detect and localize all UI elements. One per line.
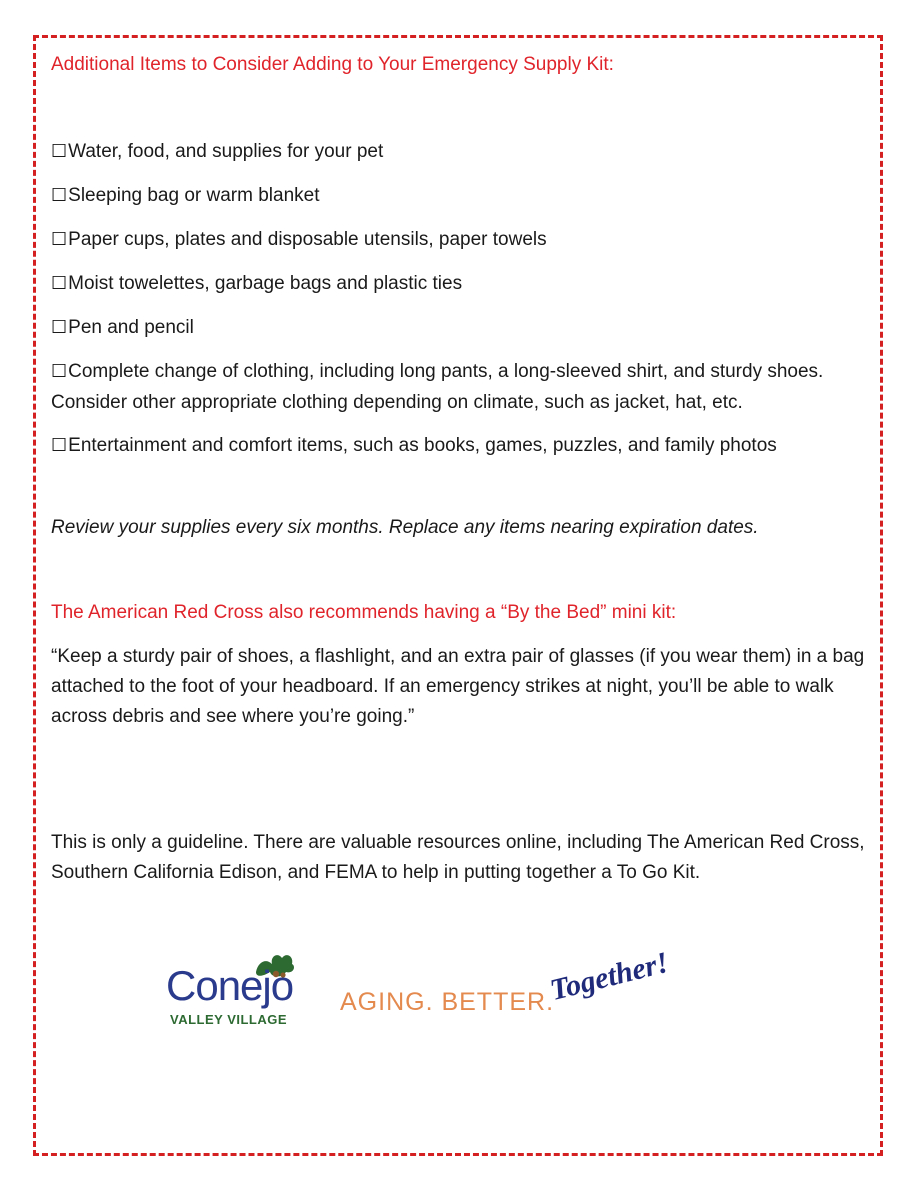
bed-quote: “Keep a sturdy pair of shoes, a flashlight, and an extra pair of glasses (if you wear them) in a bag attached to the foot of your headboard. If an emergency strikes at night, you’ll be able to walk across debris and see where you’re going.” bbox=[51, 646, 865, 727]
checklist-item-label: Sleeping bag or warm blanket bbox=[68, 185, 320, 206]
checklist-item-label: Moist towelettes, garbage bags and plastic ties bbox=[68, 273, 463, 294]
checklist-item[interactable] bbox=[51, 180, 871, 211]
review-note: Review your supplies every six months. Replace any items nearing expiration dates. bbox=[51, 517, 759, 538]
logo-tagline: AGING. BETTER. bbox=[340, 988, 555, 1016]
checklist-item[interactable] bbox=[51, 268, 871, 299]
heading-additional-items: Additional Items to Consider Adding to Your Emergency Supply Kit: bbox=[51, 54, 614, 75]
checklist-item[interactable] bbox=[51, 312, 871, 343]
checkbox-icon[interactable]: ☐ bbox=[51, 361, 68, 382]
checklist-item-label: Entertainment and comfort items, such as books, games, puzzles, and family photos bbox=[68, 435, 777, 456]
checklist-item-label: Pen and pencil bbox=[68, 317, 194, 338]
checkbox-icon[interactable]: ☐ bbox=[51, 229, 68, 250]
checklist-item-label: Complete change of clothing, including long pants, a long-sleeved shirt, and sturdy shoes. Consider other appropriate clothing depending on climate, such as jacket, hat, etc. bbox=[51, 361, 824, 413]
checklist-item[interactable] bbox=[51, 224, 871, 255]
checklist-item-label: Water, food, and supplies for your pet bbox=[68, 141, 384, 162]
checklist-item[interactable] bbox=[51, 136, 871, 167]
guideline-paragraph: This is only a guideline. There are valuable resources online, including The American Red Cross, Southern California Edison, and FEMA to help in putting together a To Go Kit. bbox=[51, 832, 865, 883]
logo-wordmark bbox=[160, 948, 310, 1033]
conejo-valley-village-logo bbox=[160, 945, 680, 1038]
checklist-item[interactable] bbox=[51, 430, 871, 461]
checkbox-icon[interactable]: ☐ bbox=[51, 435, 68, 456]
logo-subtitle: VALLEY VILLAGE bbox=[170, 1012, 288, 1027]
checkbox-icon[interactable]: ☐ bbox=[51, 141, 68, 162]
checkbox-icon[interactable]: ☐ bbox=[51, 273, 68, 294]
logo-tagline-script: Together! bbox=[546, 945, 672, 1008]
heading-by-the-bed: The American Red Cross also recommends having a “By the Bed” mini kit: bbox=[51, 602, 677, 623]
logo-name: Conejo bbox=[166, 962, 294, 1009]
checklist-item-label: Paper cups, plates and disposable utensils, paper towels bbox=[68, 229, 547, 250]
checkbox-icon[interactable]: ☐ bbox=[51, 185, 68, 206]
checklist-item[interactable] bbox=[51, 356, 871, 418]
checkbox-icon[interactable]: ☐ bbox=[51, 317, 68, 338]
